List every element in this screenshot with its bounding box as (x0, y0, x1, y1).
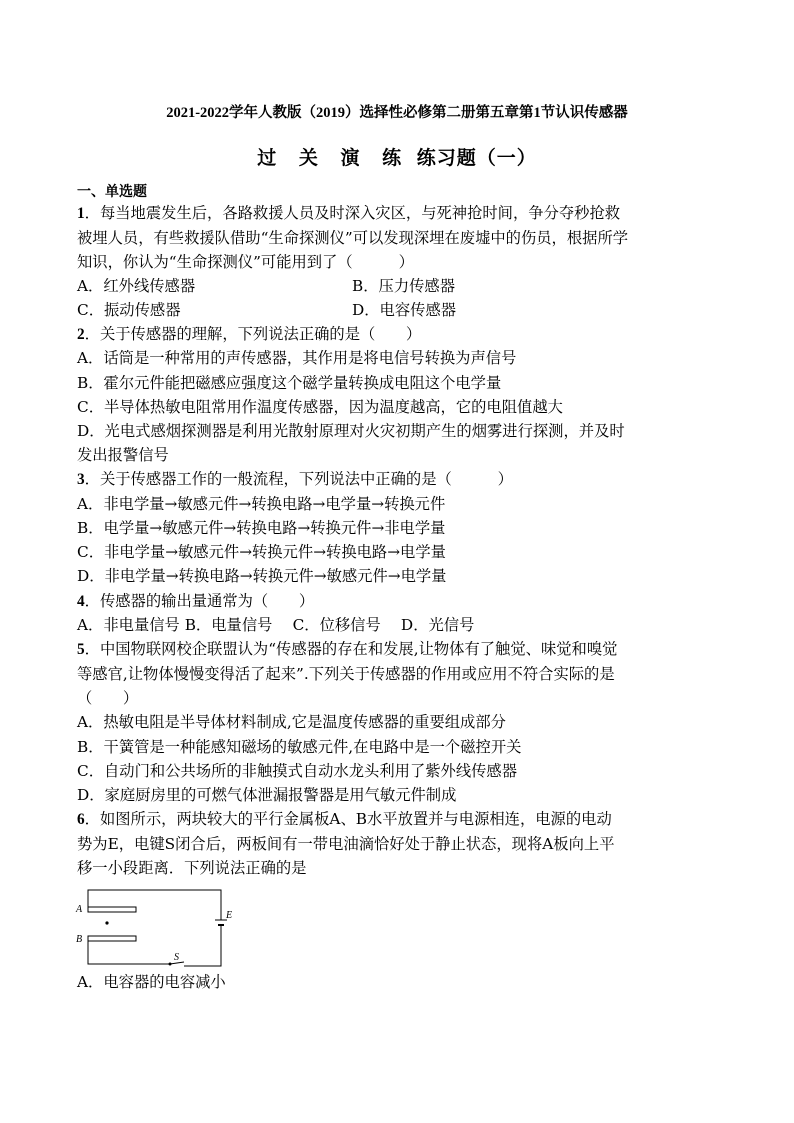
question-5-line-2: 等感官,让物体慢慢变得活了起来”.下列关于传感器的作用或应用不符合实际的是 (77, 665, 615, 683)
title-part-a: 过 关 演 练 (257, 147, 410, 169)
question-5-option-d: D．家庭厨房里的可燃气体泄漏报警器是用气敏元件制成 (77, 786, 457, 804)
question-1-option-a: A．红外线传感器 (77, 277, 196, 295)
question-4-options: A．非电量信号 B．电量信号 C．位移信号 D．光信号 (77, 616, 475, 634)
question-5-line-1 (77, 639, 617, 660)
question-3-stem (77, 469, 513, 490)
question-1-option-d: D．电容传感器 (352, 301, 457, 319)
section-heading: 一、单选题 (77, 184, 147, 200)
question-2-option-b: B．霍尔元件能把磁感应强度这个磁学量转换成电阻这个电学量 (77, 374, 502, 392)
title-part-b: 练习题（一） (416, 147, 537, 169)
question-1-line-2: 被埋人员，有些救援队借助“生命探测仪”可以发现深埋在废墟中的伤员，根据所学 (77, 229, 629, 247)
capacitor-circuit-figure (74, 888, 244, 968)
document-header: 2021-2022学年人教版（2019）选择性必修第二册第五章第1节认识传感器 (166, 105, 628, 121)
question-text: ．传感器的输出量通常为（ ） (84, 592, 315, 610)
circuit-wire-right (184, 932, 221, 966)
question-1-option-b: B．压力传感器 (352, 277, 456, 295)
question-3-option-a: A．非电学量→敏感元件→转换电路→电学量→转换元件 (77, 495, 446, 513)
question-5-option-c: C．自动门和公共场所的非触摸式自动水龙头利用了紫外线传感器 (77, 762, 518, 780)
question-text: ．关于传感器工作的一般流程，下列说法中正确的是（ ） (84, 470, 513, 488)
question-number: 5 (77, 641, 85, 658)
page-title (0, 143, 794, 170)
question-2-stem (77, 324, 421, 345)
question-1-line-1 (77, 203, 620, 224)
question-number: 2 (77, 326, 85, 343)
question-3-option-d: D．非电学量→转换电路→转换元件→敏感元件→电学量 (77, 567, 447, 585)
question-number: 4 (77, 593, 85, 610)
label-e: E (226, 910, 233, 921)
question-6-option-a: A．电容器的电容减小 (77, 973, 226, 991)
question-2-option-a: A．话筒是一种常用的声传感器，其作用是将电信号转换为声信号 (77, 349, 517, 367)
question-3-option-c: C．非电学量→敏感元件→转换元件→转换电路→电学量 (77, 543, 446, 561)
question-text: ．关于传感器的理解，下列说法正确的是（ ） (84, 325, 422, 343)
question-text: ．如图所示，两块较大的平行金属板A、B水平放置并与电源相连，电源的电动 (84, 810, 612, 828)
question-number: 1 (77, 205, 85, 222)
question-6-line-3: 移一小段距离．下列说法正确的是 (77, 859, 307, 877)
question-6-line-1 (77, 809, 612, 830)
question-6-line-2: 势为E，电键S闭合后，两板间有一带电油滴恰好处于静止状态，现将A板向上平 (77, 835, 615, 853)
question-3-option-b: B．电学量→敏感元件→转换电路→转换元件→非电学量 (77, 519, 446, 537)
label-b: B (76, 934, 83, 945)
question-number: 6 (77, 811, 85, 828)
question-2-option-c: C．半导体热敏电阻常用作温度传感器，因为温度越高，它的电阻值越大 (77, 398, 563, 416)
question-2-option-d-line-2: 发出报警信号 (77, 446, 169, 464)
question-5-line-3: （ ） (77, 689, 139, 707)
question-5-option-a: A．热敏电阻是半导体材料制成,它是温度传感器的重要组成部分 (77, 713, 506, 731)
question-2-option-d-line-1: D．光电式感烟探测器是利用光散射原理对火灾初期产生的烟雾进行探测，并及时 (77, 422, 625, 440)
label-a: A (76, 904, 83, 915)
label-s: S (174, 952, 179, 963)
question-number: 3 (77, 471, 85, 488)
question-1-option-c: C．振动传感器 (77, 301, 181, 319)
question-4-stem (77, 591, 314, 612)
plate-a (88, 907, 136, 912)
circuit-wire-top (88, 890, 221, 920)
oil-drop (105, 921, 108, 924)
circuit-wire-bottom (88, 941, 170, 964)
question-text: ．每当地震发生后，各路救援人员及时深入灾区，与死神抢时间，争分夺秒抢救 (84, 204, 621, 222)
question-5-option-b: B．干簧管是一种能感知磁场的敏感元件,在电路中是一个磁控开关 (77, 738, 522, 756)
plate-b (88, 936, 136, 941)
question-text: ．中国物联网校企联盟认为“传感器的存在和发展,让物体有了触觉、味觉和嗅觉 (84, 640, 618, 658)
question-1-line-3: 知识，你认为“生命探测仪”可能用到了（ ） (77, 253, 414, 271)
